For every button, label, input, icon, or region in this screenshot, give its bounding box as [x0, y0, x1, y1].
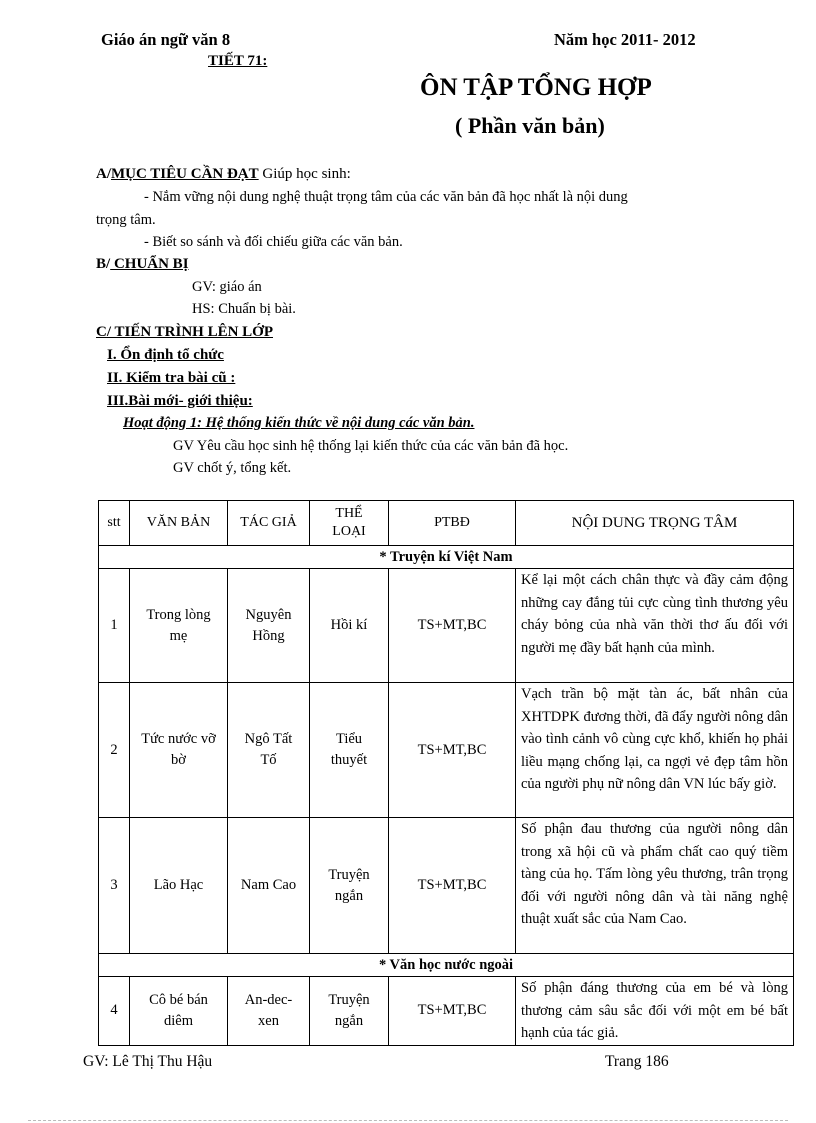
- cell-ptbd: TS+MT,BC: [389, 818, 516, 954]
- section-a-title: MỤC TIÊU CẦN ĐẠT: [111, 166, 259, 182]
- section-c-item3: III.Bài mới- giới thiệu:: [107, 393, 253, 409]
- cell-author: Nam Cao: [228, 818, 310, 954]
- cell-work: Cô bé bán diêm: [130, 977, 228, 1046]
- cell-author: Ngô Tất Tố: [228, 683, 310, 818]
- cell-content: Kể lại một cách chân thực và đầy cảm động những cay đắng tủi cực cùng tình thương yêu cháy bỏng của nhà văn thời thơ ấu đối với người mẹ đầy bất hạnh của mình.: [516, 569, 794, 683]
- header-work: VĂN BẢN: [130, 501, 228, 546]
- cell-content: Số phận đáng thương của em bé và lòng thương cảm sâu sắc đối với một em bé bất hạnh của tác giả.: [516, 977, 794, 1046]
- header-left: Giáo án ngữ văn 8: [101, 30, 231, 49]
- cell-ptbd: TS+MT,BC: [389, 683, 516, 818]
- cell-genre: Truyện ngắn: [310, 818, 389, 954]
- table-row: [99, 977, 794, 1046]
- section-c-gv1: GV Yêu cầu học sinh hệ thống lại kiến thức của các văn bản đã học.: [173, 438, 569, 454]
- cell-genre: Tiểu thuyết: [310, 683, 389, 818]
- section-b-title: CHUẨN BỊ: [110, 256, 189, 272]
- cell-stt: 4: [99, 977, 130, 1046]
- cell-work: Trong lòng mẹ: [130, 569, 228, 683]
- cell-stt: 3: [99, 818, 130, 954]
- cell-author: Nguyên Hồng: [228, 569, 310, 683]
- footer-page-number: Trang 186: [605, 1053, 669, 1070]
- header-genre-text: THỂ LOẠI: [332, 506, 366, 539]
- section-a-line1-cont: trọng tâm.: [96, 212, 156, 228]
- cell-work: Lão Hạc: [130, 818, 228, 954]
- table-row: [99, 569, 794, 683]
- section-a-heading: [96, 166, 351, 183]
- cell-genre: Hồi kí: [310, 569, 389, 683]
- cell-work: Tức nước vỡ bờ: [130, 683, 228, 818]
- cell-content: Số phận đau thương của người nông dân trong xã hội cũ và phẩm chất cao quý tiềm tàng của họ. Tấm lòng yêu thương, trân trọng đối với người nông dân và tài năng nghệ thuật xuất sắc của Nam Cao.: [516, 818, 794, 954]
- category-vietnam: * Truyện kí Việt Nam: [99, 546, 794, 569]
- section-b-gv: GV: giáo án: [192, 279, 262, 295]
- section-c-item1: I. Ổn định tổ chức: [107, 347, 224, 363]
- category-row: [99, 546, 794, 569]
- cell-ptbd: TS+MT,BC: [389, 569, 516, 683]
- section-c-heading: C/ TIẾN TRÌNH LÊN LỚP: [96, 324, 273, 340]
- section-a-suffix: Giúp học sinh:: [258, 166, 351, 182]
- header-stt: stt: [99, 501, 130, 546]
- cell-genre: Truyện ngắn: [310, 977, 389, 1046]
- category-foreign: * Văn học nước ngoài: [99, 954, 794, 977]
- header-content: NỘI DUNG TRỌNG TÂM: [516, 501, 794, 546]
- page-subtitle: ( Phần văn bản): [455, 113, 605, 138]
- cell-content: Vạch trần bộ mặt tàn ác, bất nhân của XHTDPK đương thời, đã đẩy người nông dân vào tình cảnh vô cùng cực khổ, khiến họ phải liều mạng chống lại, ca ngợi vẻ đẹp tâm hồn của người phụ nữ nông dân VN lúc bấy giờ.: [516, 683, 794, 818]
- header-right: Năm học 2011- 2012: [554, 30, 696, 49]
- section-c-item2: II. Kiểm tra bài cũ :: [107, 370, 236, 386]
- cell-ptbd: TS+MT,BC: [389, 977, 516, 1046]
- table-header-row: [99, 501, 794, 546]
- section-a-line2: - Biết so sánh và đối chiếu giữa các văn bản.: [144, 234, 403, 250]
- section-a-line1: - Nắm vững nội dung nghệ thuật trọng tâm của các văn bản đã học nhất là nội dung: [144, 189, 628, 205]
- cell-stt: 2: [99, 683, 130, 818]
- table-row: [99, 683, 794, 818]
- section-b-hs: HS: Chuẩn bị bài.: [192, 301, 296, 317]
- footer-teacher: GV: Lê Thị Thu Hậu: [83, 1053, 213, 1070]
- table-row: [99, 818, 794, 954]
- activity-heading: Hoạt động 1: Hệ thống kiến thức về nội dung các văn bản.: [123, 415, 475, 431]
- section-b-prefix: B/: [96, 256, 111, 272]
- lesson-number: TIẾT 71:: [208, 53, 268, 69]
- page-bottom-divider: [28, 1120, 788, 1121]
- section-a-prefix: A/: [96, 166, 111, 182]
- cell-stt: 1: [99, 569, 130, 683]
- content-table: [98, 500, 794, 1046]
- cell-author: An-dec-xen: [228, 977, 310, 1046]
- category-row: [99, 954, 794, 977]
- header-ptbd: PTBĐ: [389, 501, 516, 546]
- section-b-heading: [96, 256, 189, 273]
- page-title: ÔN TẬP TỔNG HỢP: [420, 74, 652, 101]
- header-author: TÁC GIẢ: [228, 501, 310, 546]
- section-c-gv2: GV chốt ý, tổng kết.: [173, 460, 292, 476]
- header-genre: [310, 501, 389, 546]
